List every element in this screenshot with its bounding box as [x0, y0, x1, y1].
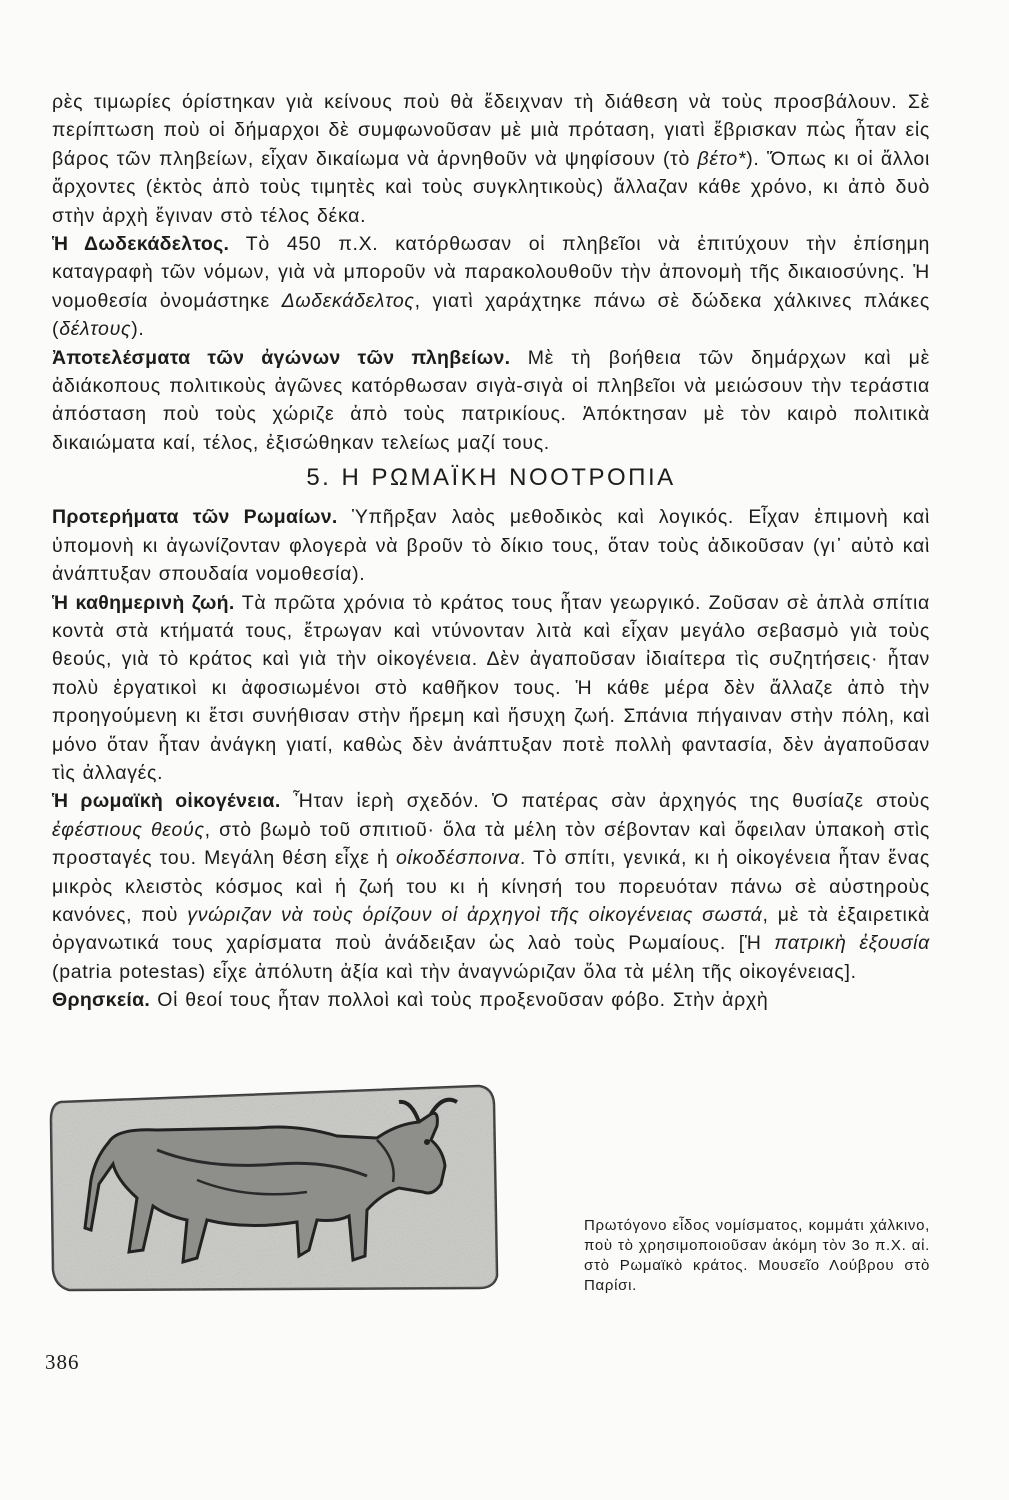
emphasis: βέτο*: [697, 147, 747, 170]
paragraph: [52, 589, 930, 788]
paragraph-heading: Θρησκεία.: [52, 989, 151, 1012]
paragraph-text: Ὑπῆρξαν λαὸς μεθοδικὸς καὶ λογικός. Εἶχαν ἐπιμονὴ καὶ ὑπομονὴ κι ἀγωνίζονταν φλογερὰ νὰ βροῦν τὸ δίκιο τους, ὅταν τοὺς ἀδικοῦσαν (γι᾽ αὐτὸ καὶ ἀνάπτυξαν σπουδαία νομοθεσία).: [52, 506, 930, 586]
paragraph-heading: Ἡ ρωμαϊκὴ οἰκογένεια.: [52, 790, 281, 813]
paragraph-text: ρὲς τιμωρίες όρίστηκαν γιὰ κείνους ποὺ θὰ ἔδειχναν τὴ διάθεση νὰ τοὺς προσβάλουν. Σὲ περίπτωση ποὺ οἱ δήμαρχοι δὲ συμφωνοῦσαν μὲ μιὰ πρόταση, γιατὶ ἔβρισκαν πὼς ἦταν εἰς βάρος τῶν πληβείων, εἶχαν δικαίωμα νὰ ἀρνηθοῦν νὰ ψηφίσουν (τὸ: [52, 91, 930, 170]
paragraph-text: (patria potestas) εἶχε ἀπόλυτη ἀξία καὶ τὴν ἀναγνώριζαν ὅλα τὰ μέλη τῆς οἰκογένειας].: [52, 960, 857, 983]
paragraph: [52, 503, 930, 588]
paragraph-heading: Ἡ Δωδεκάδελτος.: [52, 233, 230, 256]
paragraph-text: Τὸ 450 π.Χ. κατόρθωσαν οἱ πληβεῖοι νὰ ἐπιτύχουν τὴν ἐπίσημη καταγραφὴ τῶν νόμων, γιὰ νὰ μποροῦν νὰ παρακολουθοῦν τὴν ἀπονομὴ τῆς δικαιοσύνης. Ἡ νομοθεσία ὀνομάστηκε: [52, 233, 930, 312]
paragraph: [52, 986, 930, 1014]
paragraph-text: , μὲ τὰ ἐξαιρετικὰ ὀργανωτικά τους χαρίσματα ποὺ ἀνάδειξαν ὡς λαὸ τοὺς Ρωμαίους. [Ἡ: [52, 903, 931, 955]
paragraph: [52, 787, 930, 986]
paragraph-text: ). Ὅπως κι οἱ ἄλλοι ἄρχοντες (ἐκτὸς ἀπὸ τοὺς τιμητὲς καὶ τοὺς συγκλητικοὺς) ἄλλαζαν κάθε χρόνο, κι ἀπὸ δυὸ στὴν ἀρχὴ ἔγιναν στὸ τέλος δέκα.: [52, 147, 930, 227]
body-text: [52, 88, 930, 1015]
emphasis: γνώριζαν νὰ τοὺς ὁρίζουν οἱ ἀρχηγοὶ τῆς οἰκογένειας σωστά: [187, 903, 763, 926]
paragraph: [52, 88, 930, 230]
chapter-heading: 5. Η ΡΩΜΑΪΚΗ ΝΟΟΤΡΟΠΙΑ: [306, 464, 676, 492]
paragraph-text: Οἱ θεοί τους ἦταν πολλοὶ καὶ τοὺς προξενοῦσαν φόβο. Στὴν ἀρχὴ: [150, 989, 769, 1012]
paragraph: [52, 230, 930, 344]
section-roman-mentality: [52, 503, 930, 1014]
emphasis: οἰκοδέσποινα: [395, 847, 520, 870]
page-number: 386: [45, 1350, 80, 1374]
bull-relief-icon: [47, 1080, 500, 1292]
paragraph-text: . Τὸ σπίτι, γενικά, κι ἡ οἰκογένεια ἦταν ἕνας μικρὸς κλειστὸς κόσμος καὶ ἡ ζωή του κι ἡ κίνησή του πορευόταν πάνω σὲ αὐστηροὺς κανόνες, ποὺ: [52, 847, 931, 926]
paragraph-text: , στὸ βωμὸ τοῦ σπιτιοῦ· ὅλα τὰ μέλη τὸν σέβονταν καὶ ὄφειλαν ὑπακοὴ στὶς προσταγές του. Μεγάλη θέση εἶχε ἡ: [52, 818, 930, 870]
emphasis: δέλτους: [59, 318, 132, 341]
emphasis: ἐφέστιους θεούς: [52, 818, 205, 841]
section-roman-plebeians: [52, 88, 930, 457]
paragraph: [52, 344, 930, 458]
paragraph-text: Τὰ πρῶτα χρόνια τὸ κράτος τους ἦταν γεωργικό. Ζοῦσαν σὲ ἁπλὰ σπίτια κοντὰ στὰ κτήματά τους, ἔτρωγαν καὶ ντύνονταν λιτὰ καὶ εἶχαν μεγάλο σεβασμὸ γιὰ τοὺς θεούς, γιὰ τὸ κράτος καὶ γιὰ τὴν οἰκογένεια. Δὲν ἀγαποῦσαν ἰδιαίτερα τὶς συζητήσεις· ἦταν πολὺ ἐργατικοὶ κι ἀφοσιωμένοι στὸ καθῆκον τους. Ἡ κάθε μέρα δὲν ἄλλαζε ἀπὸ τὴν προηγούμενη κι ἔτσι συνήθισαν στὴν ἤρεμη καὶ ἥσυχη ζωή. Σπάνια πήγαιναν στὴν πόλη, καὶ μόνο ὅταν ἦταν ἀνάγκη γιατί, καθὼς δὲν ἀνάπτυξαν ποτὲ πολλὴ φαντασία, δὲν ἀγαποῦσαν τὶς ἀλλαγές.: [52, 591, 930, 784]
paragraph-heading: Ἀποτελέσματα τῶν ἀγώνων τῶν πληβείων.: [52, 346, 511, 369]
paragraph-heading: Ἡ καθημερινὴ ζωή.: [52, 591, 235, 614]
paragraph-heading: Προτερήματα τῶν Ρωμαίων.: [52, 506, 338, 529]
coin-figure: [47, 1080, 500, 1292]
paragraph-text: Μὲ τὴ βοήθεια τῶν δημάρχων καὶ μὲ ἀδιάκοπους πολιτικοὺς ἀγῶνες κατόρθωσαν σιγὰ-σιγὰ οἱ πληβεῖοι νὰ μειώσουν τὴν τεράστια ἀπόσταση ποὺ τοὺς χώριζε ἀπὸ τοὺς πατρικίους. Ἀπόκτησαν μὲ τὸν καιρὸ πολιτικὰ δικαιώματα καί, τέλος, ἐξισώθηκαν τελείως μαζί τους.: [52, 346, 930, 454]
figure-caption: Πρωτόγονο εἶδος νομίσματος, κομμάτι χάλκινο, ποὺ τὸ χρησιμοποιοῦσαν ἀκόμη τὸν 3ο π.Χ. αἰ. στὸ Ρωμαϊκὸ κράτος. Μουσεῖο Λούβρου στὸ Παρίσι.: [584, 1217, 930, 1294]
emphasis: Δωδεκάδελτος: [281, 289, 415, 312]
paragraph-text: Ἦταν ἱερὴ σχεδόν. Ὁ πατέρας σὰν ἀρχηγός της θυσίαζε στοὺς: [280, 790, 930, 813]
paragraph-text: , γιατὶ χαράχτηκε πάνω σὲ δώδεκα χάλκινες πλάκες (: [52, 289, 930, 341]
paragraph-text: ).: [131, 318, 145, 341]
emphasis: πατρικὴ ἐξουσία: [774, 932, 931, 955]
